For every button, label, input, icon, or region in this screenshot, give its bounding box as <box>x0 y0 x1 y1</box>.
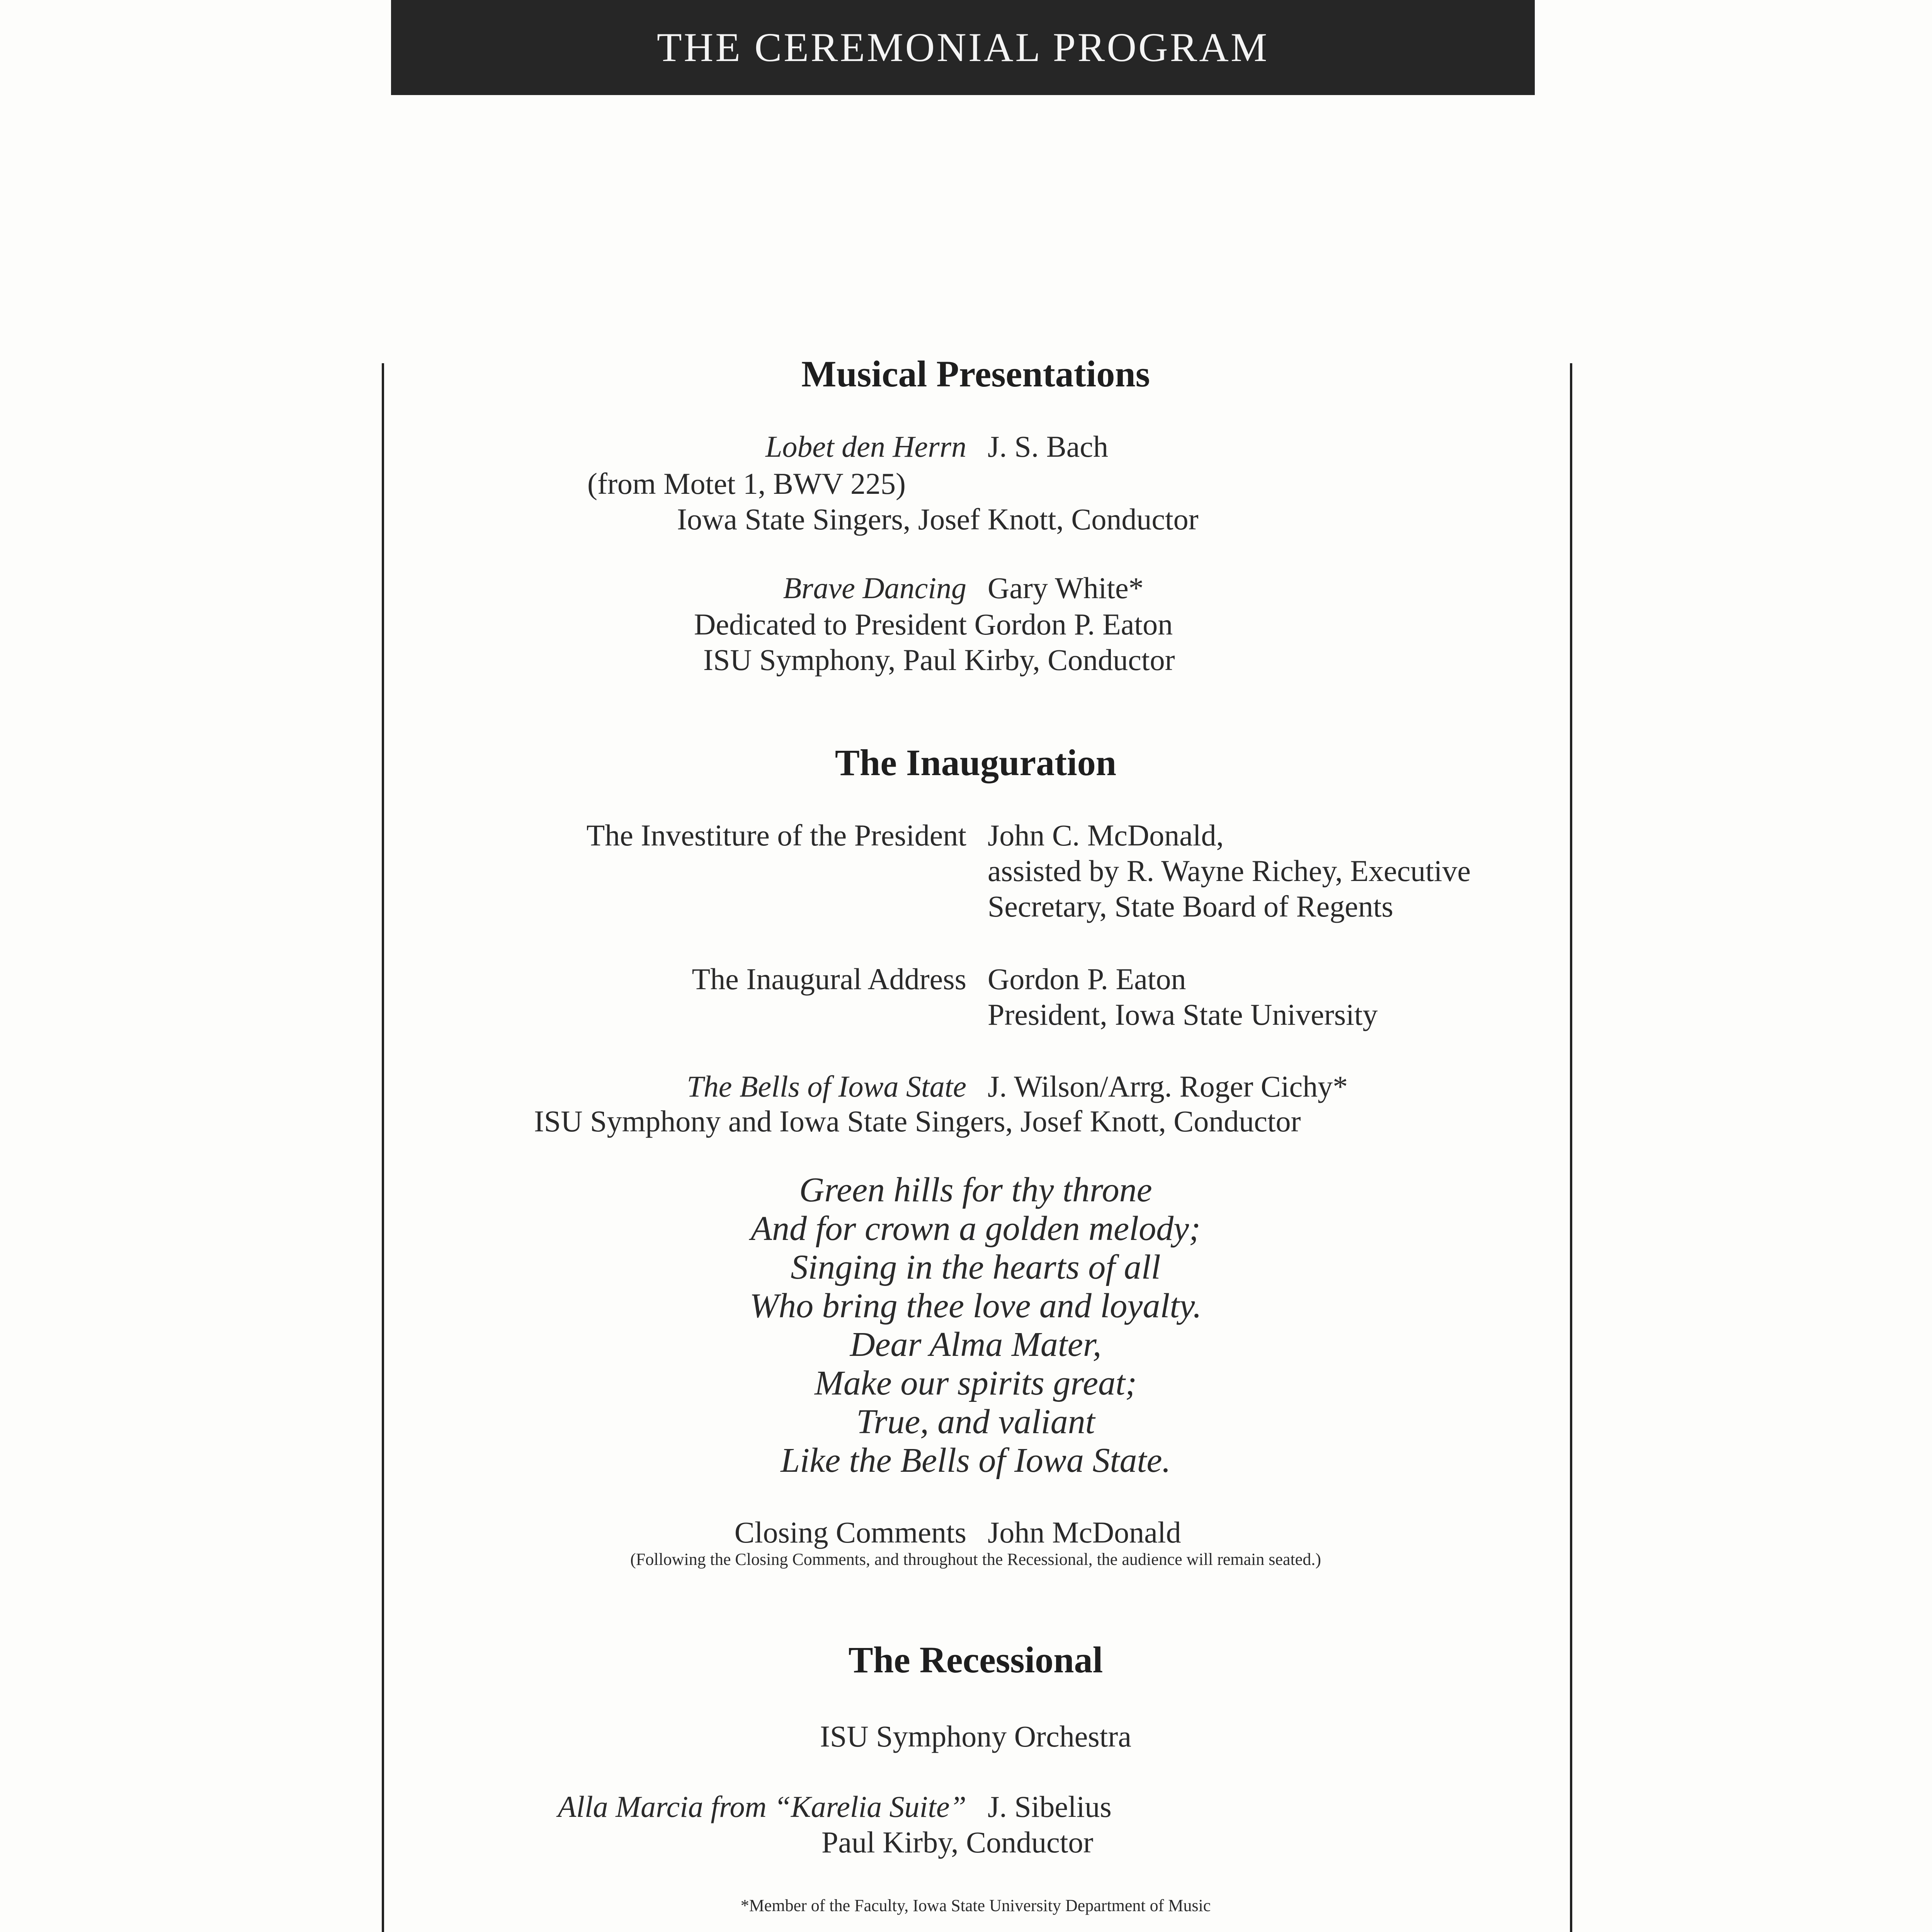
right-border-rule <box>1570 363 1572 1932</box>
closing-note: (Following the Closing Comments, and throughout the Recessional, the audience will remain seated.) <box>630 1550 1321 1569</box>
bells-work: The Bells of Iowa State <box>687 1070 966 1103</box>
piece1-source: (from Motet 1, BWV 225) <box>587 467 906 500</box>
recessional-composer: J. Sibelius <box>988 1790 1112 1823</box>
section-title-musical: Musical Presentations <box>801 353 1150 395</box>
piece2-work: Brave Dancing <box>783 571 966 605</box>
lyric-line: Like the Bells of Iowa State. <box>781 1441 1171 1480</box>
investiture-line3: Secretary, State Board of Regents <box>988 889 1393 923</box>
closing-speaker: John McDonald <box>988 1515 1181 1549</box>
lyric-line: And for crown a golden melody; <box>751 1209 1201 1248</box>
lyric-line: Who bring thee love and loyalty. <box>750 1287 1202 1325</box>
section-title-recessional: The Recessional <box>848 1639 1103 1680</box>
left-border-rule <box>382 363 384 1932</box>
piece1-work: Lobet den Herrn <box>765 430 966 463</box>
faculty-footnote: *Member of the Faculty, Iowa State University Department of Music <box>740 1896 1211 1915</box>
investiture-line1: John C. McDonald, <box>988 818 1224 852</box>
lyric-line: Make our spirits great; <box>814 1364 1137 1402</box>
closing-label: Closing Comments <box>734 1515 966 1549</box>
page-header-banner <box>391 0 1535 95</box>
bells-performers: ISU Symphony and Iowa State Singers, Josef Knott, Conductor <box>534 1104 1301 1138</box>
investiture-line2: assisted by R. Wayne Richey, Executive <box>988 854 1471 888</box>
page-header-title: THE CEREMONIAL PROGRAM <box>656 25 1269 70</box>
address-label: The Inaugural Address <box>692 962 966 996</box>
piece2-performers: ISU Symphony, Paul Kirby, Conductor <box>703 643 1175 677</box>
alma-mater-lyrics <box>386 1171 1565 1480</box>
piece2-dedication: Dedicated to President Gordon P. Eaton <box>694 607 1173 641</box>
recessional-work: Alla Marcia from “Karelia Suite” <box>558 1790 966 1823</box>
piece1-composer: J. S. Bach <box>988 430 1108 463</box>
section-title-inauguration: The Inauguration <box>835 742 1117 783</box>
lyric-line: Dear Alma Mater, <box>850 1325 1102 1364</box>
lyric-line: True, and valiant <box>856 1403 1095 1441</box>
recessional-orchestra: ISU Symphony Orchestra <box>820 1719 1131 1753</box>
address-line2: President, Iowa State University <box>988 998 1378 1031</box>
bells-composer: J. Wilson/Arrg. Roger Cichy* <box>988 1070 1348 1103</box>
address-line1: Gordon P. Eaton <box>988 962 1186 996</box>
lyric-line: Green hills for thy throne <box>799 1171 1152 1209</box>
lyric-line: Singing in the hearts of all <box>791 1248 1161 1286</box>
investiture-label: The Investiture of the President <box>586 818 966 852</box>
recessional-conductor: Paul Kirby, Conductor <box>821 1825 1094 1859</box>
piece1-performers: Iowa State Singers, Josef Knott, Conductor <box>677 502 1199 536</box>
piece2-composer: Gary White* <box>988 571 1144 605</box>
